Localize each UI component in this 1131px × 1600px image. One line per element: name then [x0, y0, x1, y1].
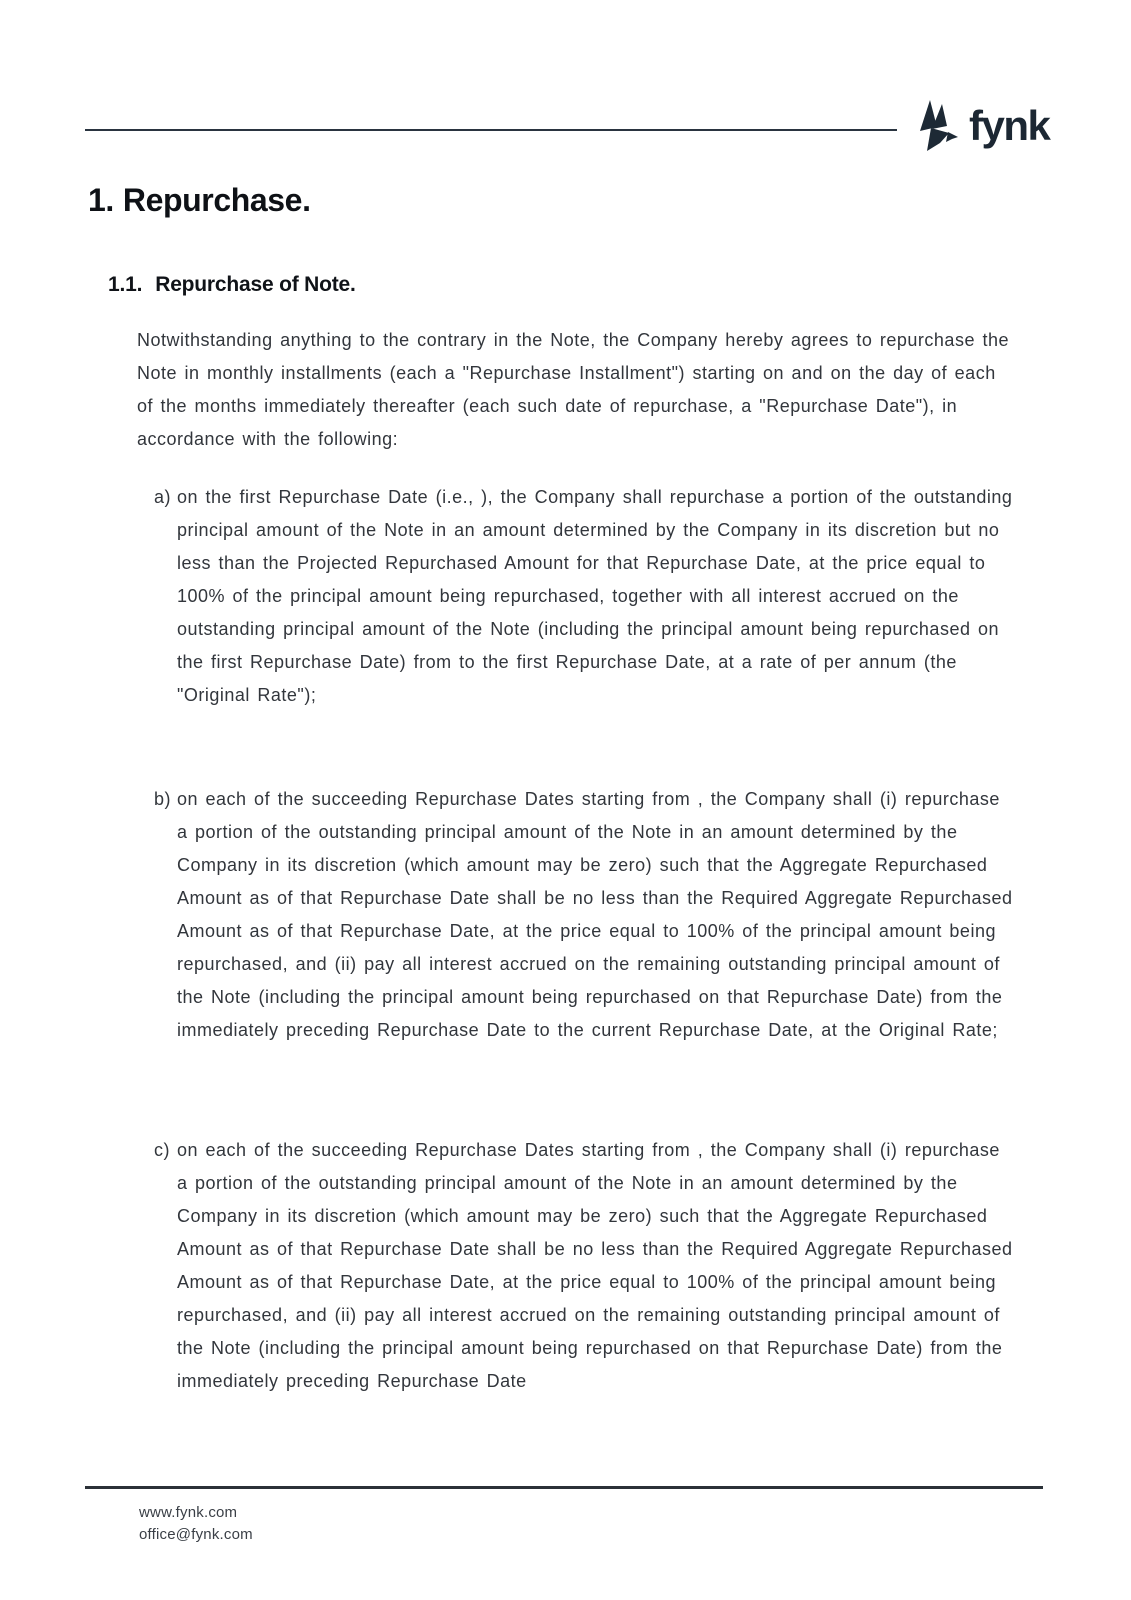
origami-crane-icon	[918, 100, 958, 152]
list-item-b	[137, 783, 1013, 1047]
list-text-a: on the first Repurchase Date (i.e., ), the Company shall repurchase a portion of the outstanding principal amount of the Note in an amount determined by the Company in its discretion but no less than the Projected Repurchased Amount for that Repurchase Date, at the price equal to 100% of the principal amount being repurchased, together with all interest accrued on the outstanding principal amount of the Note (including the principal amount being repurchased on the first Repurchase Date) from to the first Repurchase Date, at a rate of per annum (the "Original Rate");	[177, 487, 1013, 705]
list-item-c	[137, 1134, 1013, 1398]
list-marker-b: b)	[154, 789, 172, 809]
footer-divider-line	[85, 1486, 1043, 1489]
footer-email: office@fynk.com	[139, 1526, 253, 1543]
list-marker-c: c)	[154, 1140, 170, 1160]
section-number: 1.	[88, 182, 114, 218]
section-title: Repurchase.	[122, 182, 311, 218]
list-item-a	[137, 481, 1013, 712]
subsection-heading	[108, 273, 356, 297]
list-text-c: on each of the succeeding Repurchase Dates starting from , the Company shall (i) repurchase a portion of the outstanding principal amount of the Note in an amount determined by the Company in its discretion (which amount may be zero) such that the Aggregate Repurchased Amount as of that Repurchase Date shall be no less than the Required Aggregate Repurchased Amount as of that Repurchase Date, at the price equal to 100% of the principal amount being repurchased, and (ii) pay all interest accrued on the remaining outstanding principal amount of the Note (including the principal amount being repurchased on that Repurchase Date) from the immediately preceding Repurchase Date	[177, 1140, 1013, 1391]
intro-paragraph: Notwithstanding anything to the contrary in the Note, the Company hereby agrees to repurchase the Note in monthly installments (each a "Repurchase Installment") starting on and on the day of each of the months immediately thereafter (each such date of repurchase, a "Repurchase Date"), in accordance with the following:	[137, 330, 1009, 449]
section-heading	[88, 182, 311, 219]
footer-website: www.fynk.com	[139, 1504, 238, 1521]
footer	[139, 1502, 253, 1546]
brand-name: fynk	[969, 102, 1050, 149]
list-marker-a: a)	[154, 487, 172, 507]
subsection-title: Repurchase of Note.	[155, 273, 356, 296]
list-text-b: on each of the succeeding Repurchase Dates starting from , the Company shall (i) repurchase a portion of the outstanding principal amount of the Note in an amount determined by the Company in its discretion (which amount may be zero) such that the Aggregate Repurchased Amount as of that Repurchase Date shall be no less than the Required Aggregate Repurchased Amount as of that Repurchase Date, at the price equal to 100% of the principal amount being repurchased, and (ii) pay all interest accrued on the remaining outstanding principal amount of the Note (including the principal amount being repurchased on that Repurchase Date) from the immediately preceding Repurchase Date to the current Repurchase Date, at the Original Rate;	[177, 789, 1013, 1040]
header-divider-line	[85, 129, 897, 131]
fynk-logo	[918, 100, 1049, 152]
subsection-number: 1.1.	[108, 273, 143, 296]
